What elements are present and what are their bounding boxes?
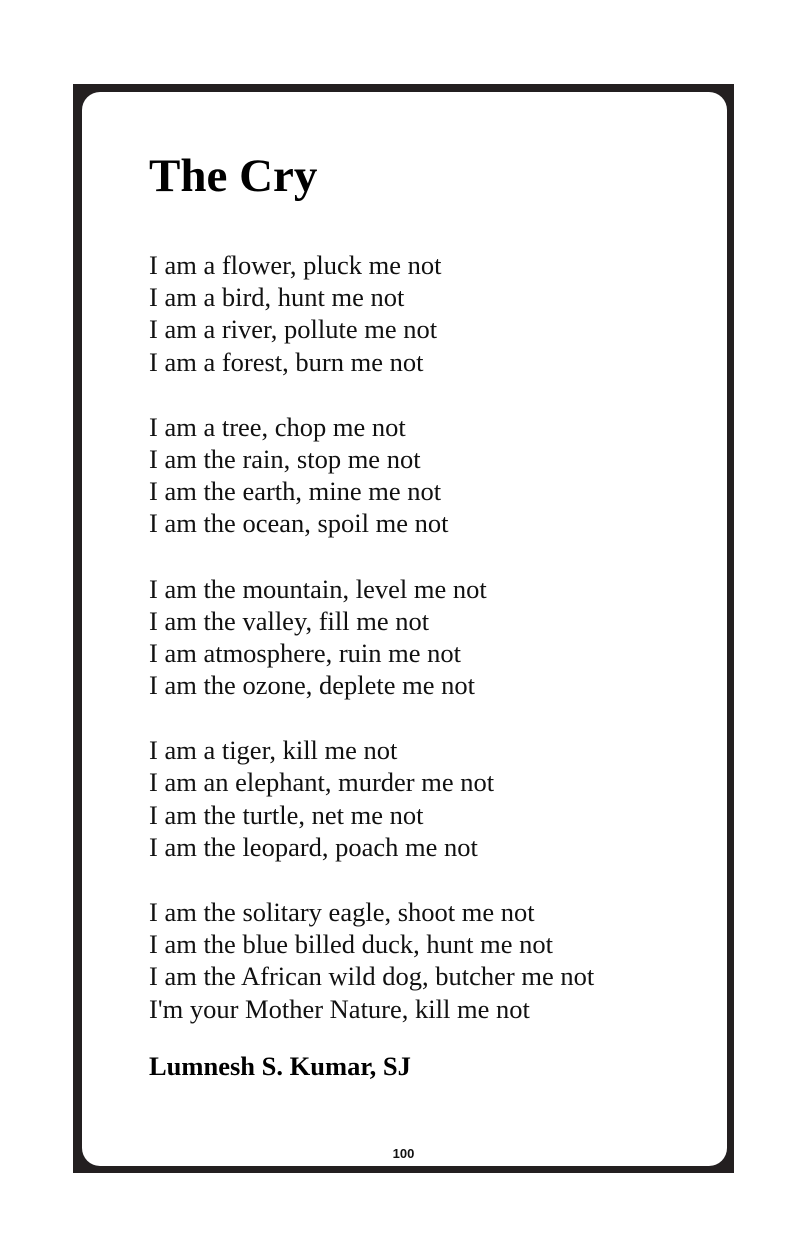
poem-body — [149, 249, 594, 1058]
poem-line: I am the solitary eagle, shoot me not — [149, 897, 535, 927]
poem-line: I am the African wild dog, butcher me not — [149, 961, 595, 992]
author-name: Lumnesh S. Kumar, SJ — [149, 1051, 411, 1081]
stanza — [149, 896, 594, 1025]
page-number: 100 — [392, 1146, 415, 1161]
stanza — [149, 734, 594, 863]
poem-line: I'm your Mother Nature, kill me not — [149, 993, 530, 1024]
stanza — [149, 249, 594, 378]
stanza — [149, 573, 594, 702]
poem-line: I am the blue billed duck, hunt me not — [149, 929, 554, 960]
poem-line: I am the mountain, level me not — [149, 573, 487, 604]
poem-line: I am a flower, pluck me not — [149, 250, 442, 280]
poem-line: I am atmosphere, ruin me not — [149, 637, 462, 668]
poem-title: The Cry — [149, 150, 318, 202]
poem-line: I am a river, pollute me not — [149, 314, 438, 345]
poem-line: I am a tree, chop me not — [149, 411, 406, 442]
poem-line: I am an elephant, murder me not — [149, 767, 495, 798]
poem-line: I am the turtle, net me not — [149, 799, 424, 830]
poem-line: I am the valley, fill me not — [149, 605, 430, 636]
poem-line: I am the leopard, poach me not — [149, 831, 478, 862]
poem-line: I am a forest, burn me not — [149, 346, 424, 377]
poem-line: I am the earth, mine me not — [149, 476, 442, 507]
stanza — [149, 411, 594, 540]
poem-line: I am the ozone, deplete me not — [149, 670, 475, 701]
poem-line: I am a tiger, kill me not — [149, 735, 398, 766]
poem-line: I am the rain, stop me not — [149, 443, 421, 474]
poem-line: I am the ocean, spoil me not — [149, 508, 449, 539]
poem-line: I am a bird, hunt me not — [149, 282, 405, 313]
